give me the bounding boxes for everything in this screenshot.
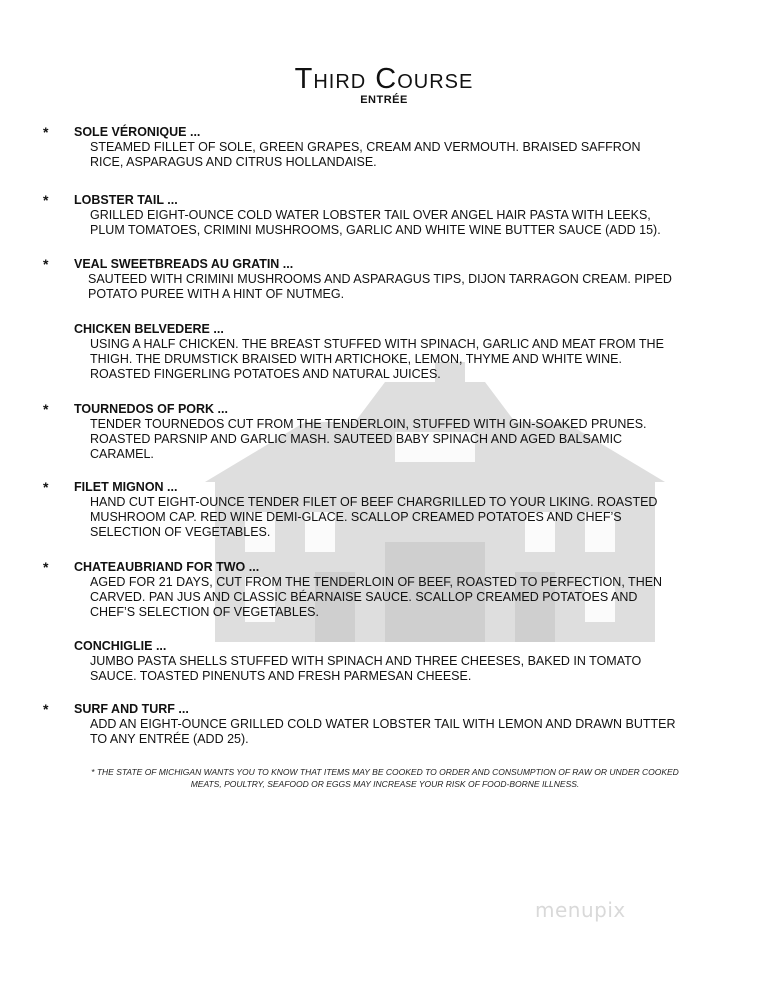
item-name: LOBSTER TAIL ... [74,193,178,207]
menupix-watermark: menupix [535,898,626,922]
raw-warning-marker: * [43,256,49,272]
course-title: Third Course [294,63,474,95]
raw-warning-marker: * [43,124,49,140]
item-description: AGED FOR 21 DAYS, CUT FROM THE TENDERLOIN OF BEEF, ROASTED TO PERFECTION, THEN CARVED. PAN JUS AND CLASSIC BÉARNAISE SAUCE. SCALLOP CREAMED POTATOES AND CHEF’S SELECTION OF VEGETABLES. [90,575,663,619]
item-name: TOURNEDOS OF PORK ... [74,402,228,416]
item-description: GRILLED EIGHT-OUNCE COLD WATER LOBSTER TAIL OVER ANGEL HAIR PASTA WITH LEEKS, PLUM TOMATOES, CRIMINI MUSHROOMS, GARLIC AND WHITE WINE BUTTER SAUCE (ADD 15). [90,208,661,237]
item-description: SAUTEED WITH CRIMINI MUSHROOMS AND ASPARAGUS TIPS, DIJON TARRAGON CREAM. PIPED POTATO PUREE WITH A HINT OF NUTMEG. [88,272,672,301]
course-subtitle: ENTRÉE [360,94,408,106]
item-name: SURF AND TURF ... [74,702,189,716]
item-name: FILET MIGNON ... [74,480,178,494]
raw-warning-marker: * [43,192,49,208]
item-name: VEAL SWEETBREADS AU GRATIN ... [74,257,294,271]
item-description: JUMBO PASTA SHELLS STUFFED WITH SPINACH AND THREE CHEESES, BAKED IN TOMATO SAUCE. TOASTED PINENUTS AND FRESH PARMESAN CHEESE. [90,654,642,683]
item-description: ADD AN EIGHT-OUNCE GRILLED COLD WATER LOBSTER TAIL WITH LEMON AND DRAWN BUTTER TO ANY ENTRÉE (ADD 25). [90,717,676,746]
item-name: SOLE VÉRONIQUE ... [74,125,201,139]
health-disclaimer: * THE STATE OF MICHIGAN WANTS YOU TO KNOW THAT ITEMS MAY BE COOKED TO ORDER AND CONSUMPTION OF RAW OR UNDER COOKED MEATS, POULTRY, SEAFOOD OR EGGS MAY INCREASE YOUR RISK OF FOOD-BORNE ILLNESS. [91,767,679,789]
item-name: CONCHIGLIE ... [74,639,167,653]
item-description: USING A HALF CHICKEN. THE BREAST STUFFED WITH SPINACH, GARLIC AND MEAT FROM THE THIGH. THE DRUMSTICK BRAISED WITH ARTICHOKE, LEMON, THYME AND WHITE WINE. ROASTED FINGERLING POTATOES AND NATURAL JUICES. [90,337,664,381]
item-description: STEAMED FILLET OF SOLE, GREEN GRAPES, CREAM AND VERMOUTH. BRAISED SAFFRON RICE, ASPARAGUS AND CITRUS HOLLANDAISE. [90,140,641,169]
item-name: CHICKEN BELVEDERE ... [74,322,224,336]
raw-warning-marker: * [43,701,49,717]
item-name: CHATEAUBRIAND FOR TWO ... [74,560,260,574]
menu-header [0,62,768,106]
raw-warning-marker: * [43,479,49,495]
raw-warning-marker: * [43,559,49,575]
raw-warning-marker: * [43,401,49,417]
item-description: HAND CUT EIGHT-OUNCE TENDER FILET OF BEEF CHARGRILLED TO YOUR LIKING. ROASTED MUSHROOM CAP. RED WINE DEMI-GLACE. SCALLOP CREAMED POTATOES AND CHEF’S SELECTION OF VEGETABLES. [90,495,658,539]
item-description: TENDER TOURNEDOS CUT FROM THE TENDERLOIN, STUFFED WITH GIN-SOAKED PRUNES. ROASTED PARSNIP AND GARLIC MASH. SAUTEED BABY SPINACH AND AGED BALSAMIC CARAMEL. [90,417,647,461]
